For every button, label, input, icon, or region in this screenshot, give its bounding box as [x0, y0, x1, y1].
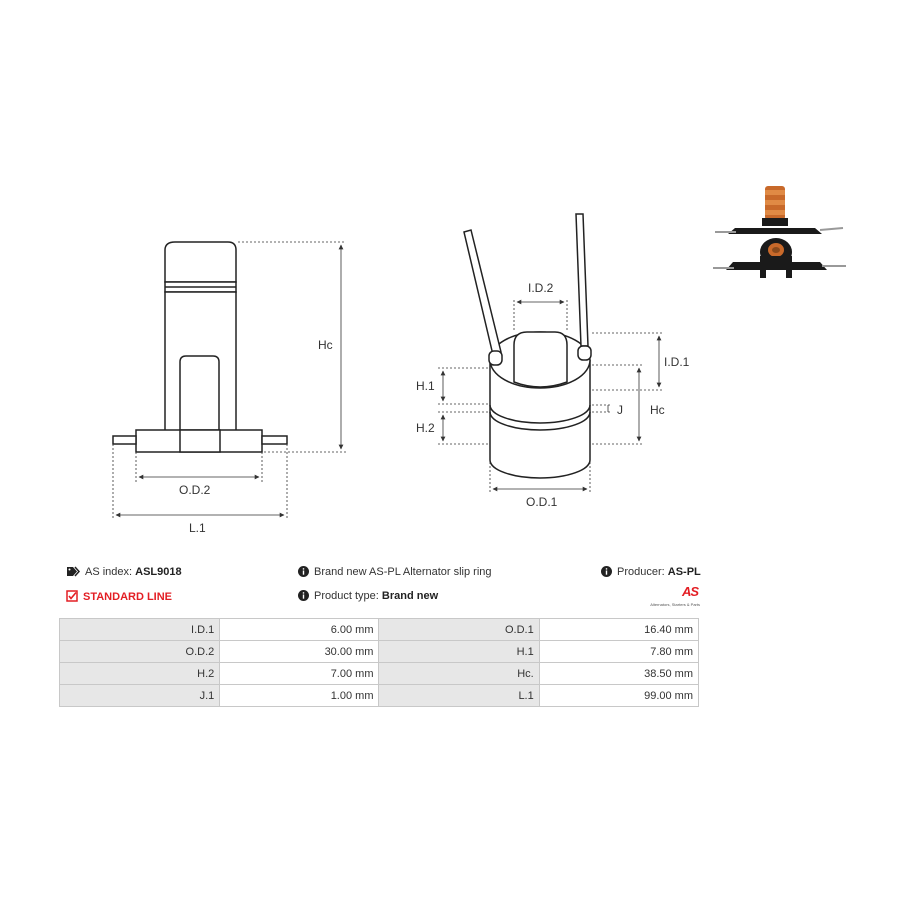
as-index: [66, 566, 182, 580]
tag-icon: [66, 566, 80, 580]
spec-value: 99.00 mm: [539, 685, 698, 707]
producer: [601, 566, 701, 580]
spec-value: 16.40 mm: [539, 619, 698, 641]
spec-key: H.2: [60, 663, 220, 685]
logo-tagline: Alternators, Starters & Parts: [650, 602, 700, 607]
label-id2: I.D.2: [528, 281, 554, 295]
table-row: [60, 619, 699, 641]
spec-value: 7.80 mm: [539, 641, 698, 663]
standard-line-label: STANDARD LINE: [83, 591, 173, 603]
spec-key: H.1: [379, 641, 539, 663]
spec-key: Hc.: [379, 663, 539, 685]
label-j: J: [617, 403, 623, 417]
as-index-value: ASL9018: [135, 566, 182, 578]
spec-value: 6.00 mm: [220, 619, 379, 641]
table-row: [60, 641, 699, 663]
label-od2: O.D.2: [179, 483, 211, 497]
label-od1: O.D.1: [526, 495, 558, 509]
spec-key: O.D.2: [60, 641, 220, 663]
producer-value: AS-PL: [667, 566, 701, 578]
product-type-value: Brand new: [381, 590, 439, 602]
check-square-icon: [66, 590, 78, 605]
info-icon: [601, 566, 612, 580]
label-hc-left: Hc: [318, 338, 333, 352]
label-h2: H.2: [416, 421, 435, 435]
spec-key: O.D.1: [379, 619, 539, 641]
standard-line: [66, 590, 172, 605]
description: [298, 566, 492, 580]
spec-value: 7.00 mm: [220, 663, 379, 685]
product-type-label: Product type:: [314, 590, 379, 602]
as-pl-logo: [636, 584, 700, 610]
info-icon: [298, 566, 309, 580]
spec-value: 1.00 mm: [220, 685, 379, 707]
spec-key: L.1: [379, 685, 539, 707]
label-id1: I.D.1: [664, 355, 690, 369]
specs-table: [59, 618, 699, 707]
spec-key: I.D.1: [60, 619, 220, 641]
table-row: [60, 663, 699, 685]
side-view-drawing: [113, 242, 287, 452]
description-text: Brand new AS-PL Alternator slip ring: [314, 566, 492, 578]
isometric-view-drawing: [464, 214, 591, 478]
label-hc-right: Hc: [650, 403, 665, 417]
producer-label: Producer:: [617, 566, 665, 578]
product-type: [298, 590, 438, 604]
as-index-label: AS index:: [85, 566, 133, 578]
spec-value: 38.50 mm: [539, 663, 698, 685]
product-photo: [713, 186, 846, 278]
spec-key: J.1: [60, 685, 220, 707]
logo-text: AS: [681, 584, 698, 599]
table-row: [60, 685, 699, 707]
label-h1: H.1: [416, 379, 435, 393]
label-l1: L.1: [189, 521, 206, 535]
spec-value: 30.00 mm: [220, 641, 379, 663]
info-icon: [298, 590, 309, 604]
